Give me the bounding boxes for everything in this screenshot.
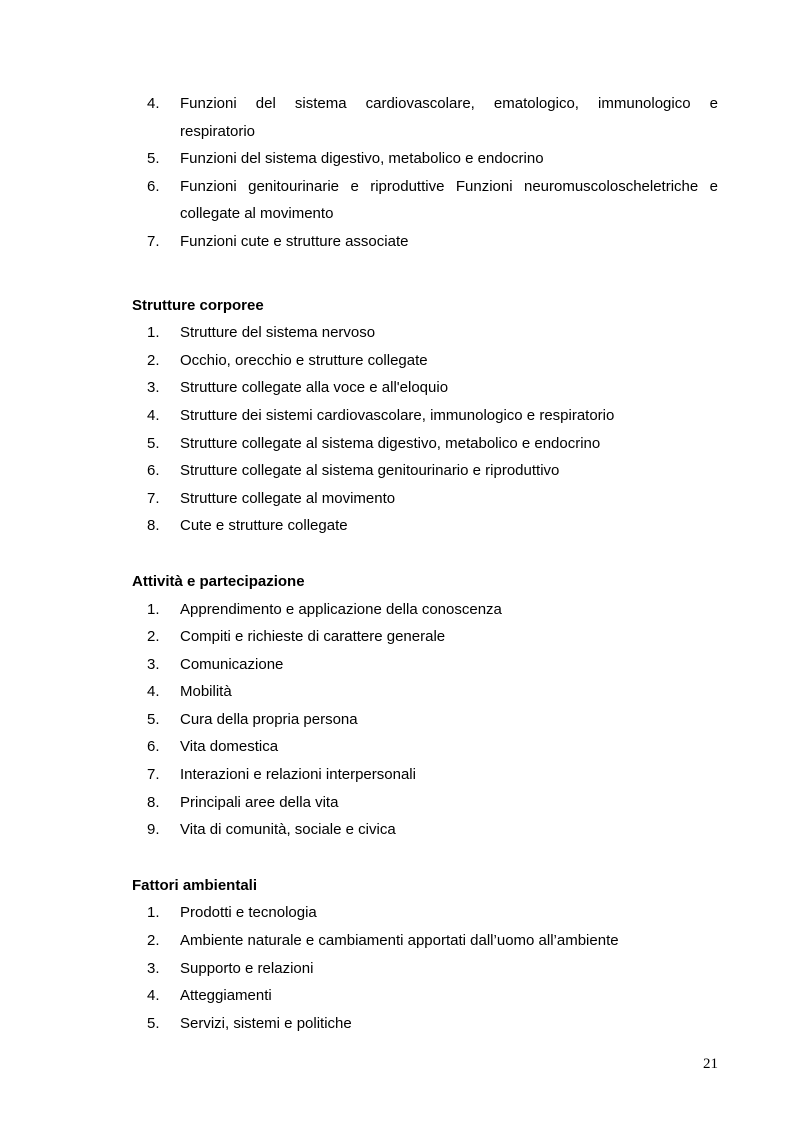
list-item (132, 651, 718, 679)
list-text: Servizi, sistemi e politiche (180, 1014, 352, 1032)
list-item (132, 982, 718, 1010)
list-text: Comunicazione (180, 655, 284, 673)
list-text: Prodotti e tecnologia (180, 904, 317, 922)
list-text: Strutture collegate alla voce e all'eloquio (180, 379, 449, 397)
list-item-continuation (132, 118, 718, 146)
list-text: Funzioni del sistema digestivo, metabolico e endocrino (180, 150, 544, 168)
list-item (132, 706, 718, 734)
section-heading: Strutture corporee (132, 296, 264, 314)
list-item (132, 596, 718, 624)
list-number: 7. (147, 232, 160, 250)
list-number: 6. (147, 462, 160, 480)
list-item (132, 374, 718, 402)
list-item (132, 816, 718, 844)
list-item (132, 145, 718, 173)
list-number: 7. (147, 766, 160, 784)
list-text: Funzioni genitourinarie e riproduttive Funzioni neuromuscoloscheletriche e (180, 177, 718, 195)
list-item (132, 789, 718, 817)
list-number: 3. (147, 379, 160, 397)
list-item-continuation (132, 200, 718, 228)
list-text: Funzioni cute e strutture associate (180, 232, 409, 250)
list-text: Interazioni e relazioni interpersonali (180, 766, 416, 784)
list-number: 7. (147, 489, 160, 507)
list-item (132, 761, 718, 789)
list-text: Vita domestica (180, 738, 279, 756)
list-text: Strutture del sistema nervoso (180, 324, 376, 342)
list-text: Vita di comunità, sociale e civica (180, 821, 396, 839)
list-item (132, 623, 718, 651)
list-item (132, 173, 718, 201)
section-heading: Fattori ambientali (132, 876, 258, 894)
list-text: respiratorio (180, 122, 256, 140)
list-item (132, 955, 718, 983)
list-number: 8. (147, 793, 160, 811)
list-number: 5. (147, 150, 160, 168)
list-text: Mobilità (180, 683, 232, 701)
list-text: Occhio, orecchio e strutture collegate (180, 351, 428, 369)
list-number: 1. (147, 600, 160, 618)
list-number: 5. (147, 1014, 160, 1032)
list-text: collegate al movimento (180, 205, 334, 223)
continued-function-list (132, 90, 718, 256)
list-item (132, 678, 718, 706)
list-text: Ambiente naturale e cambiamenti apportati dall’uomo all’ambiente (180, 932, 619, 950)
list-number: 4. (147, 987, 160, 1005)
list-item (132, 228, 718, 256)
section-list (132, 596, 718, 844)
section-heading: Attività e partecipazione (132, 572, 305, 590)
section-list (132, 899, 718, 1037)
list-text: Strutture collegate al sistema digestivo, metabolico e endocrino (180, 434, 601, 452)
list-number: 1. (147, 324, 160, 342)
list-item (132, 1010, 718, 1038)
list-number: 6. (147, 177, 160, 195)
list-item (132, 733, 718, 761)
list-number: 4. (147, 95, 160, 112)
list-number: 6. (147, 738, 160, 756)
list-text: Principali aree della vita (180, 793, 339, 811)
list-number: 8. (147, 517, 160, 535)
list-text: Funzioni del sistema cardiovascolare, ematologico, immunologico e (180, 95, 718, 112)
list-number: 2. (147, 351, 160, 369)
list-item (132, 927, 718, 955)
list-text: Strutture collegate al movimento (180, 489, 396, 507)
sections-container (132, 292, 718, 1038)
section-list (132, 319, 718, 540)
list-number: 3. (147, 959, 160, 977)
list-number: 2. (147, 932, 160, 950)
list-item (132, 512, 718, 540)
list-text: Atteggiamenti (180, 987, 272, 1005)
list-item (132, 319, 718, 347)
list-item (132, 485, 718, 513)
list-number: 5. (147, 434, 160, 452)
list-item (132, 347, 718, 375)
list-item (132, 430, 718, 458)
list-item (132, 899, 718, 927)
document-page (132, 90, 718, 1037)
list-text: Cura della propria persona (180, 710, 358, 728)
list-number: 4. (147, 683, 160, 701)
list-text: Cute e strutture collegate (180, 517, 348, 535)
list-item (132, 90, 718, 118)
list-text: Compiti e richieste di carattere generale (180, 628, 446, 646)
list-number: 5. (147, 710, 160, 728)
list-item (132, 402, 718, 430)
list-number: 2. (147, 628, 160, 646)
list-number: 9. (147, 821, 160, 839)
list-item (132, 457, 718, 485)
list-number: 4. (147, 406, 160, 424)
list-text: Strutture dei sistemi cardiovascolare, immunologico e respiratorio (180, 406, 615, 424)
list-text: Strutture collegate al sistema genitourinario e riproduttivo (180, 462, 560, 480)
list-text: Supporto e relazioni (180, 959, 314, 977)
list-number: 3. (147, 655, 160, 673)
list-number: 1. (147, 904, 160, 922)
page-number: 21 (703, 1056, 718, 1072)
list-text: Apprendimento e applicazione della conoscenza (180, 600, 502, 618)
